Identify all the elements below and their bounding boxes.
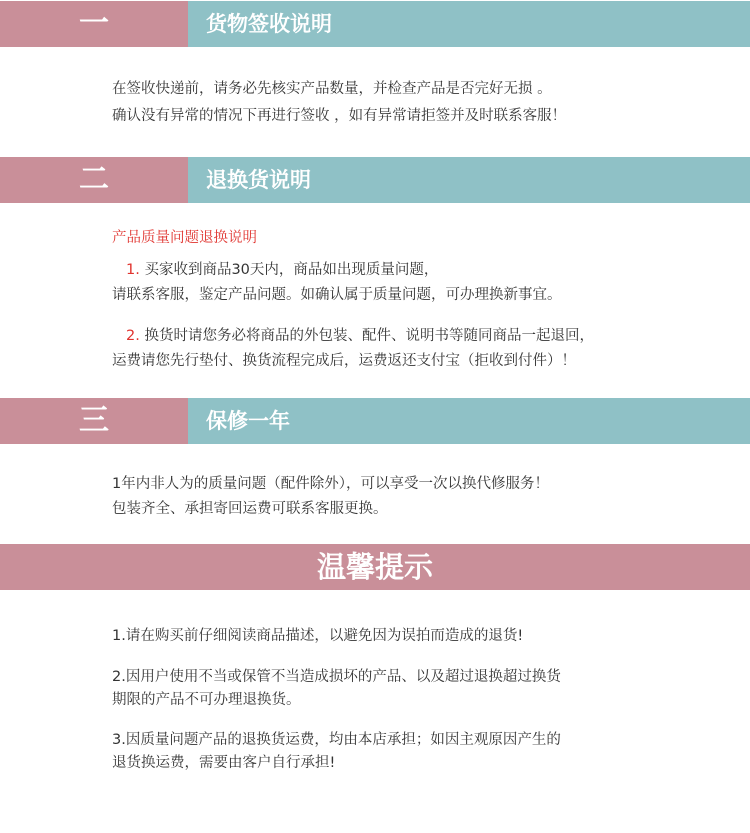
- returns-item-1-line-2: 请联系客服，鉴定产品问题。如确认属于质量问题，可办理换新事宜。: [112, 287, 562, 303]
- section-header-warranty: [0, 398, 750, 444]
- section-header-receipt: [0, 1, 750, 47]
- returns-item-2-line-2: 运费请您先行垫付、换货流程完成后，运费返还支付宝（拒收到付件）！: [112, 353, 576, 369]
- tip-2-line-1: 2.因用户使用不当或保管不当造成损坏的产品、以及超过退换超过换货: [112, 669, 561, 685]
- tip-2-line-2: 期限的产品不可办理退换货。: [112, 692, 301, 708]
- receipt-text-line-1: 在签收快递前，请务必先核实产品数量，并检查产品是否完好无损 。: [112, 81, 552, 97]
- tip-3-line-1: 3.因质量问题产品的退换货运费，均由本店承担；如因主观原因产生的: [112, 732, 561, 748]
- returns-subtitle: 产品质量问题退换说明: [112, 230, 257, 246]
- warranty-text-line-2: 包装齐全、承担寄回运费可联系客服更换。: [112, 501, 388, 517]
- item-number: 2.: [126, 328, 140, 344]
- section-number: 一: [0, 1, 188, 47]
- section-title: 货物签收说明: [188, 1, 750, 47]
- receipt-text-line-2: 确认没有异常的情况下再进行签收 ，如有异常请拒签并及时联系客服！: [112, 108, 567, 124]
- tip-3-line-2: 退货换运费，需要由客户自行承担!: [112, 755, 336, 771]
- item-text: 买家收到商品30天内，商品如出现质量问题，: [139, 262, 439, 278]
- item-text: 换货时请您务必将商品的外包装、配件、说明书等随同商品一起退回，: [139, 328, 594, 344]
- section-title: 保修一年: [188, 398, 750, 444]
- returns-item-2-line-1: [126, 324, 594, 348]
- section-header-returns: [0, 157, 750, 203]
- tips-header: 温馨提示: [0, 544, 750, 590]
- returns-item-1-line-1: [126, 258, 438, 282]
- section-title: 退换货说明: [188, 157, 750, 203]
- warranty-text-line-1: 1年内非人为的质量问题（配件除外），可以享受一次以换代修服务！: [112, 476, 549, 492]
- section-number: 二: [0, 157, 188, 203]
- section-number: 三: [0, 398, 188, 444]
- tip-1-line-1: 1.请在购买前仔细阅读商品描述，以避免因为误拍而造成的退货!: [112, 628, 524, 644]
- item-number: 1.: [126, 262, 140, 278]
